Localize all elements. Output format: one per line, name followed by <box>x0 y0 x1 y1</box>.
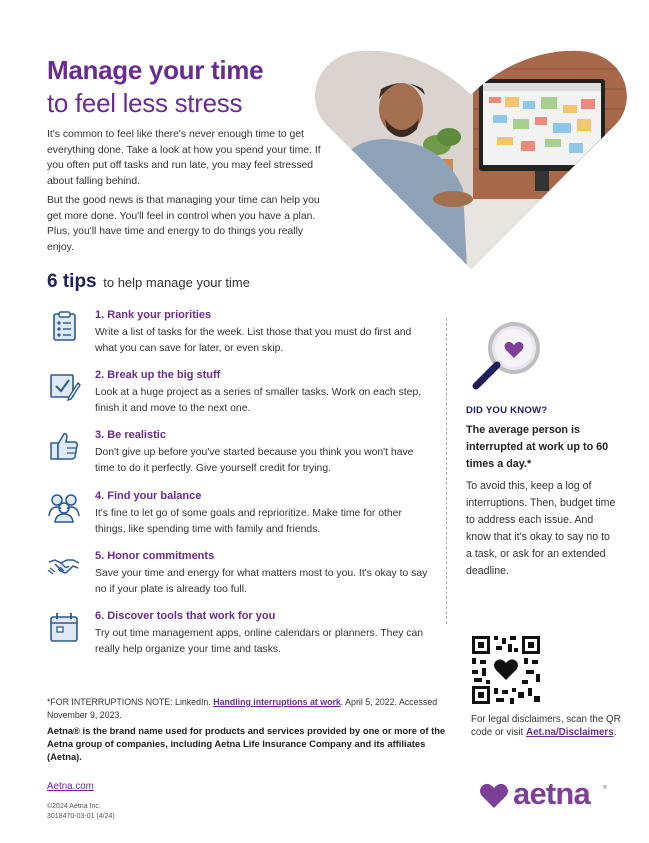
intro-paragraph-1: It's common to feel like there's never enough time to get everything done. Take a look at how you spend your time. If you often put off tasks and run late, you may feel stressed about falling behind. <box>47 129 321 187</box>
brand-note: Aetna® is the brand name used for products and services provided by one or more of the Aetna group of companies, including Aetna Life Insurance Company and its affiliates (Aetna). <box>47 725 446 762</box>
tip-4-body: It's fine to let go of some goals and reprioritize. Make time for other things, like spending time with family and friends. <box>95 508 402 535</box>
tip-1-body: Write a list of tasks for the week. List those that you must do first and what you can save for later, or even skip. <box>95 327 412 354</box>
qr-code[interactable] <box>470 634 542 706</box>
intro-paragraph-2: But the good news is that managing your time can help you get more done. You'll feel in control when you have a plan. Plus, you'll have time and energy to do things you really enjoy. <box>47 195 320 253</box>
column-divider <box>446 318 447 624</box>
did-you-know-body: To avoid this, keep a log of interruptions. Then, budget time to address each issue. And know that it's okay to say no to a task, or ask for an extended deadline. <box>466 480 616 577</box>
hero-heart-photo <box>313 49 629 269</box>
legal-disclaimer <box>471 713 621 739</box>
footnote-prefix: *FOR INTERRUPTIONS NOTE: LinkedIn. <box>47 697 211 707</box>
tip-5-title: 5. Honor commitments <box>95 550 215 562</box>
aetna-logo-wordmark: aetna <box>513 776 590 811</box>
tip-4-title: 4. Find your balance <box>95 490 202 502</box>
aetna-logo-trademark: ® <box>603 785 607 791</box>
handshake-icon <box>47 550 81 584</box>
copyright <box>47 802 115 821</box>
footnote <box>47 696 447 721</box>
footnote-suffix: . April 5, 2022. Accessed November 9, 2023. <box>47 697 438 720</box>
tip-2-title: 2. Break up the big stuff <box>95 369 221 381</box>
copyright-line-1: ©2024 Aetna Inc. <box>47 803 101 810</box>
legal-end: . <box>613 727 617 738</box>
page-subtitle: to feel less stress <box>47 88 243 118</box>
tip-5-body: Save your time and energy for what matters most to you. It's okay to say no if your plate is already too full. <box>95 568 428 595</box>
tip-3-title: 3. Be realistic <box>95 429 166 441</box>
tip-6-title: 6. Discover tools that work for you <box>95 610 276 622</box>
page-title: Manage your time <box>47 55 264 85</box>
tip-1-title: 1. Rank your priorities <box>95 309 212 321</box>
calendar-icon <box>47 610 81 644</box>
aetna-website-link[interactable]: Aetna.com <box>47 781 94 792</box>
tip-2-body: Look at a huge project as a series of smaller tasks. Work on each step, finish it and move to the next one. <box>95 387 422 414</box>
tips-heading-rest: to help manage your time <box>103 275 250 290</box>
tips-heading-count: 6 tips <box>47 271 97 292</box>
disclaimers-link[interactable]: Aet.na/Disclaimers <box>526 727 614 738</box>
checkbox-pencil-icon <box>47 369 81 403</box>
magnifier-heart-icon <box>468 318 544 394</box>
thumbs-up-icon <box>47 429 81 463</box>
tip-3-body: Don't give up before you've started because you think you won't have time to do it perfectly. Give yourself credit for trying. <box>95 447 414 474</box>
copyright-line-2: 3018470-03-01 (4/24) <box>47 812 115 820</box>
people-group-icon <box>47 490 81 524</box>
legal-text: For legal disclaimers, scan the QR code or visit <box>471 714 621 738</box>
tip-6-body: Try out time management apps, online calendars or planners. They can really help organize your time and tasks. <box>95 628 424 655</box>
clipboard-list-icon <box>47 309 81 343</box>
tips-heading <box>47 271 250 293</box>
did-you-know-label: DID YOU KNOW? <box>466 405 548 416</box>
did-you-know-fact: The average person is interrupted at work up to 60 times a day.* <box>466 424 609 470</box>
interruptions-article-link[interactable]: Handling interruptions at work <box>213 697 341 707</box>
